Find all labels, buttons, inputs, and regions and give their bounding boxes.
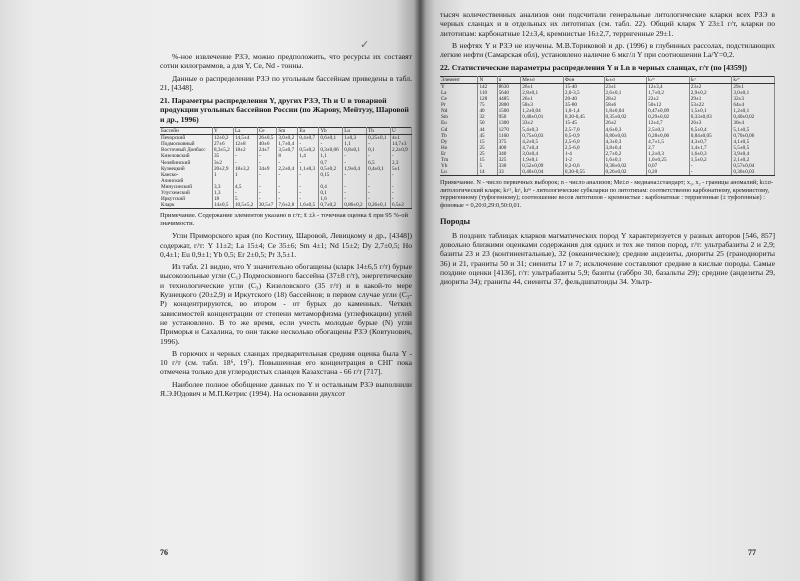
table-22-cell: 1,6±0,1 — [604, 157, 647, 163]
table-21-cell: 7,6±2,8 — [277, 202, 298, 209]
right-page-number: 77 — [748, 548, 756, 557]
table-22-cell: 26±3 — [689, 120, 732, 126]
table-21-cell: 18±3,2 — [233, 166, 257, 172]
table-21-row — [160, 135, 412, 142]
table-22-cell: 22±2 — [647, 96, 690, 102]
table-21-cell: 27±6 — [212, 141, 233, 147]
table-21-cell: - — [367, 196, 391, 202]
table-21-cell: - — [257, 172, 277, 178]
table-22-cell: 25 — [478, 151, 497, 157]
table-21-cell: - — [367, 153, 391, 159]
table-22-cell: 0,30-0,55 — [563, 169, 604, 176]
table-21-header-cell: Ce — [257, 128, 277, 135]
table-21-cell: - — [319, 141, 343, 147]
table-21-cell: 3,0±0,2 — [277, 135, 298, 142]
table-21-cell: - — [233, 190, 257, 196]
table-22-row — [440, 83, 775, 90]
table-22-cell: 2800 — [497, 102, 521, 108]
table-21-cell: 0,6±0,1 — [319, 135, 343, 142]
table-22-cell: Eu — [440, 120, 478, 126]
table-22-cell: 2,7±0,2 — [604, 151, 647, 157]
table-22-cell: 0,35±0,02 — [604, 114, 647, 120]
table-21-cell: - — [277, 160, 298, 166]
table-22-cell: 1,2±0,04 — [521, 108, 564, 114]
table-21-cell: Подмосковный — [160, 141, 212, 147]
table-22-cell: 28±2 — [604, 96, 647, 102]
table-22-cell: 44 — [478, 127, 497, 133]
table-22-cell: 45 — [478, 133, 497, 139]
table-22-cell: 25 — [478, 145, 497, 151]
table-21-cell: 3,3 — [212, 184, 233, 190]
table-22-cell: 8630 — [497, 83, 521, 90]
table-21-cell: 2,3 — [390, 160, 411, 166]
table-22-cell: 950 — [497, 114, 521, 120]
table-22-cell: 2,9±0,2 — [689, 90, 732, 96]
table-22-row — [440, 169, 775, 176]
table-22-cell: - — [689, 163, 732, 169]
table-22-cell: Dy — [440, 139, 478, 145]
table-22-cell: 15-40 — [563, 83, 604, 90]
table-22-note: Примечание. N - число первичных выборок; n - число анализов; Me±σ - медиана±стандарт; x₁, x₂ - границы аномалий; kₗ±σ- литологический кларк; kₗᶜᵃ, kₗˢ, kₗᵗᵉ - литологические субкларки по литотипам: соответственно карбонатному, кремнистому, терригенному (туфогенному); соотношение весов литотипов - кремнистые : карбонатные : терригенные (± туфогенные) : фоновые = 0,20:0,29:0,50:0,01. — [440, 179, 774, 210]
table-22-cell: 15-45 — [563, 120, 604, 126]
table-22-cell: 12±3,4 — [647, 83, 690, 90]
table-21-cell: 0,1 — [319, 190, 343, 196]
table-21-cell: 12±0,2 — [212, 135, 233, 142]
table-21-cell: - — [277, 184, 298, 190]
table-22-cell: Sm — [440, 114, 478, 120]
table-22-cell: Ce — [440, 96, 478, 102]
table-22-cell: 2,5-6,0 — [563, 139, 604, 145]
table-22-cell: 29±1 — [689, 96, 732, 102]
table-21-cell: 20±2,9 — [212, 166, 233, 172]
table-21-header-cell: Eu — [298, 128, 319, 135]
table-22-cell: 0,26±0,02 — [604, 169, 647, 176]
table-21-cell: 6,5±2 — [390, 202, 411, 209]
table-22-header-cell: kₗˢ — [689, 76, 732, 83]
table-22-cell: 400 — [497, 145, 521, 151]
table-21-cell: Канско- — [160, 172, 212, 178]
table-22-cell: 3,8±0,4 — [604, 145, 647, 151]
table-22-cell: 0,47±0,09 — [647, 108, 690, 114]
table-22-cell: Nd — [440, 108, 478, 114]
table-21-cell: 1,1 — [319, 153, 343, 159]
table-21-cell: - — [343, 184, 367, 190]
table-22-header-cell: Элемент — [440, 76, 478, 83]
table-21-cell: - — [343, 196, 367, 202]
table-21-cell: 0,3±0,06 — [319, 147, 343, 153]
table-21-cell: - — [277, 172, 298, 178]
table-22-header-cell: kₗᶜᵃ — [647, 76, 690, 83]
table-22-cell: 23±2 — [689, 83, 732, 90]
table-22-cell: 0,30±0,03 — [732, 169, 775, 176]
table-21-cell: 0,5±0,2 — [298, 147, 319, 153]
table-22-cell: 26±1 — [521, 83, 564, 90]
table-21-cell: Кизеловский — [160, 153, 212, 159]
table-22-cell: 1,7±0,2 — [647, 90, 690, 96]
table-21-cell: - — [277, 196, 298, 202]
table-22-cell: 0,38±0,02 — [604, 163, 647, 169]
table-22-cell: 2,0-3,5 — [563, 90, 604, 96]
table-21-cell: 12±8 — [233, 141, 257, 147]
table-22-cell: 3,0±0,4 — [521, 151, 564, 157]
table-22-cell: 0,30-0,45 — [563, 114, 604, 120]
table-21-cell: - — [257, 160, 277, 166]
table-21-cell: Челябинский — [160, 160, 212, 166]
table-22-cell: Yb — [440, 163, 478, 169]
table-21-cell: 14,7±3 — [390, 141, 411, 147]
table-21-cell: Иркутский — [160, 196, 212, 202]
table-21-cell: 0,8±0,1 — [343, 147, 367, 153]
table-22-cell: 0,28±0,06 — [647, 133, 690, 139]
table-21-cell: 30,5±7 — [257, 202, 277, 209]
table-22-cell: 5,4±0,3 — [521, 127, 564, 133]
table-21-cell: Минусинский — [160, 184, 212, 190]
table-22-cell: 4485 — [497, 96, 521, 102]
table-22-cell: 58±6 — [604, 102, 647, 108]
table-22-cell: - — [689, 169, 732, 176]
table-21-cell: 1±0,3 — [343, 135, 367, 142]
table-22-cell: 4,1±0,5 — [732, 139, 775, 145]
table-21-cell: 0,26±0,1 — [367, 202, 391, 209]
table-21-cell: 1,3 — [212, 190, 233, 196]
section-title: Породы — [440, 216, 471, 226]
table-21-cell: Ачинский — [160, 178, 212, 184]
table-22-header-cell: n — [497, 76, 521, 83]
table-21-header-cell: La — [233, 128, 257, 135]
table-21-cell: - — [298, 172, 319, 178]
left-paragraph: %-ное извлечение РЗЭ, можно предположить, что ресурсы их составят сотни килограммов, а для Y, Ce, Nd - тонны. — [160, 52, 412, 71]
table-22-cell: 53±22 — [689, 102, 732, 108]
table-21-cell: 0,1 — [367, 147, 391, 153]
table-22-cell: Tm — [440, 157, 478, 163]
table-21-cell: - — [390, 196, 411, 202]
table-21-header-cell: U — [390, 128, 411, 135]
table-22-cell: 23±1 — [604, 83, 647, 90]
table-22-cell: 142 — [478, 83, 497, 90]
table-22-cell: 0,5-0,9 — [563, 133, 604, 139]
table-22-cell: 2,7 — [647, 145, 690, 151]
table-21-cell: 2,2±0,4 — [277, 166, 298, 172]
table-22-cell: 1270 — [497, 127, 521, 133]
table-21-row — [160, 202, 412, 209]
table-22-cell: 12±4,7 — [647, 120, 690, 126]
table-21-cell: 8,3±5,2 — [212, 147, 233, 153]
table-22-header-cell: Фон — [563, 76, 604, 83]
table-22-caption: 22. Статистические параметры распределения Y и Ln в черных сланцах, г/т (по [4359]) — [440, 63, 747, 73]
table-22-header-cell: Me±σ — [521, 76, 564, 83]
table-21-header-cell: Th — [367, 128, 391, 135]
table-21-cell: 4±1 — [390, 135, 411, 142]
table-21-header-cell: Бассейн — [160, 128, 212, 135]
table-21-cell: Печорский — [160, 135, 212, 142]
table-21-cell: 8 — [277, 153, 298, 159]
table-22-cell: 1,4±1,7 — [689, 145, 732, 151]
table-21-cell: 26±0,5 — [257, 135, 277, 142]
table-22-cell: 0,29±0,02 — [647, 114, 690, 120]
table-22-cell: 0,52±0,09 — [521, 163, 564, 169]
table-22-cell: 5 — [478, 163, 497, 169]
table-22-cell: 3,9±0,4 — [732, 151, 775, 157]
table-22-cell: 0,40±0,01 — [521, 114, 564, 120]
table-21-cell: 0,4±0,7 — [298, 135, 319, 142]
table-21-cell: - — [298, 190, 319, 196]
table-22-cell: 1-2 — [563, 157, 604, 163]
table-22-cell: 5,1±0,5 — [732, 127, 775, 133]
table-22-cell: 325 — [497, 157, 521, 163]
table-22-cell: 330 — [497, 163, 521, 169]
table-22-cell: 0,84±0,05 — [689, 133, 732, 139]
table-21-cell: 4,5 — [233, 184, 257, 190]
left-paragraph: В горючих и черных сланцах предварительная средняя оценка была Y - 10 г/т (см. табл. 18⁶, 19⁷). Повышенная его концентрация в СНГ пока отмечена только для углеродистых сланцев Казахстана - 66 г/т [717]. — [160, 348, 412, 377]
table-21-cell: - — [298, 196, 319, 202]
table-21-cell: 18±2 — [233, 147, 257, 153]
table-21 — [160, 127, 412, 209]
table-22-header-cell: N — [478, 76, 497, 83]
table-21-cell: Восточный Донбасс — [160, 147, 212, 153]
table-21-cell: 1,9±0,4 — [343, 166, 367, 172]
table-22-cell: 15 — [478, 139, 497, 145]
table-21-cell: - — [298, 141, 319, 147]
table-21-cell: - — [367, 184, 391, 190]
table-22-cell: 1,5±0,2 — [689, 157, 732, 163]
table-21-body — [160, 135, 412, 209]
table-22-cell: 1300 — [497, 120, 521, 126]
left-paragraph: Наиболее полное обобщение данных по Y и остальным РЗЭ выполнили Я.Э.Юдович и М.П.Кетрис (1994). На основании двухсот — [160, 379, 412, 399]
table-21-header-cell: Y — [212, 128, 233, 135]
table-21-cell: 0,15 — [319, 172, 343, 178]
table-21-cell: Кузнецкий — [160, 166, 212, 172]
table-22-cell: 32±3 — [732, 96, 775, 102]
table-22-cell: 50 — [478, 120, 497, 126]
right-text-column — [440, 10, 775, 289]
table-21-cell: 0,25±0,1 — [367, 135, 391, 142]
table-22-cell: 4,3±0,3 — [604, 139, 647, 145]
table-22-cell: 6,5±0,4 — [689, 127, 732, 133]
table-22-cell: 0,20 — [647, 169, 690, 176]
table-21-cell: - — [257, 196, 277, 202]
table-21-caption: 21. Параметры распределения Y, других РЗЭ, Th и U в товарной продукции угольных бассейнов России (по Жарову, Мейтузу, Шаровой и др., 1996) — [160, 96, 409, 124]
table-21-cell: - — [298, 184, 319, 190]
table-22-cell: 0,33±0,03 — [689, 114, 732, 120]
table-21-cell: - — [257, 190, 277, 196]
table-22-cell: 30±4 — [732, 120, 775, 126]
table-21-cell: 1,7±0,4 — [277, 141, 298, 147]
right-paragraph: тысяч количественных анализов они подсчитали генеральные литологические кларки всех РЗЭ в черных сланцах и в отдельных их литотипах (см. табл. 22). Общий кларк Y 23±1 г/т, кларки по литотипам: карбонатные 12±3,4, кремнистые 16±2,7, терригенные 29±1. — [440, 10, 775, 38]
table-22-cell: Gd — [440, 127, 478, 133]
table-21-cell: - — [343, 190, 367, 196]
table-22-cell: Y — [440, 83, 478, 90]
table-22-cell: 32 — [478, 114, 497, 120]
table-21-cell: 1,4 — [298, 153, 319, 159]
table-21-cell: 24±7 — [257, 147, 277, 153]
table-22-cell: 0,75±0,03 — [521, 133, 564, 139]
table-21-cell: - — [257, 153, 277, 159]
left-paragraph: Угли Приморского края (по Костину, Шаровой, Левицкому и др., [4348]) содержат, г/т: Y 11±2; La 15±4; Ce 35±6; Sm 4±1; Nd 15±2; Dy 2,7±0,5; Ho 0,4±1; Eu 0,9±1; Yb 0,5; Er 2±0,5; Pr 3,5±1. — [160, 231, 412, 259]
table-21-cell: 14±0,5 — [212, 202, 233, 209]
table-21-cell: - — [367, 141, 391, 147]
table-22-cell: 0,07 — [647, 163, 690, 169]
table-21-cell: - — [233, 153, 257, 159]
table-22-body — [440, 83, 775, 175]
table-22-cell: 3,0±0,1 — [732, 90, 775, 96]
table-21-cell: 0,5±0,2 — [319, 166, 343, 172]
table-22-header-cell: kₗ±σ — [604, 76, 647, 83]
table-22-cell: Tb — [440, 133, 478, 139]
table-21-note: Примечание. Содержание элементов указано в г/т; x̄ ±λ - точечная оценка x̄ при 95 %-ой значимости. — [160, 212, 409, 228]
table-21-cell: - — [367, 190, 391, 196]
table-21-header-cell: Yb — [319, 128, 343, 135]
table-21-cell: - — [343, 172, 367, 178]
table-22-cell: La — [440, 90, 478, 96]
table-21-cell: 3,5±0,7 — [277, 147, 298, 153]
book-gutter — [414, 0, 426, 581]
table-22-cell: 2,8±0,1 — [521, 90, 564, 96]
right-paragraph: В поздних таблицах кларков магматических пород Y характеризуется у разных авторов [546, 857] довольно близкими оценками содержания для одних и тех же типов пород, г/т: ультрабазиты 2 и 2,9; базиты 23 и 23 (континентальные), 32 (океанические); средние андезиты, диориты 25 (гранодиориты 36) и 21, граниты 50 и 31; сиениты 17 и 7; исключение составляют средние в кислые породы. Самые поздние оценки [4136], г/т: ультрабазиты 5,9; базиты (габбро 30, базальты 29); средние (андезиты 29, диориты 34); граниты 44, сиениты 37, фельдшпатоиды 34. Ультр- — [440, 230, 775, 287]
table-22-cell: 1,0±0,25 — [647, 157, 690, 163]
table-21-cell: 18 — [212, 196, 233, 202]
table-21-cell: 1 — [212, 172, 233, 178]
table-22-cell: Lu — [440, 169, 478, 176]
table-21-cell: - — [233, 160, 257, 166]
table-21-header-cell: Lu — [343, 128, 367, 135]
table-21-cell: Кларк — [160, 202, 212, 209]
table-21-cell: 6,5 — [367, 160, 391, 166]
table-22-cell: 64±4 — [732, 102, 775, 108]
table-22-cell: 4,7±0,4 — [521, 145, 564, 151]
table-22-header-row — [440, 76, 775, 83]
table-21-cell: - — [257, 184, 277, 190]
left-paragraph: Из табл. 21 видно, что Y значительно обогащены (кларк 14±6,5 г/т) бурые высокозольные угли (C₁) Подмосковного бассейна (37±8 г/т), энергетические и технологические угли (C₃) Кизеловского (35 г/т) и в какой-то мере Кузнецкого (20±2,9) и Иркутского (18) бассейнов; в первом случае угли (C₃-P) концентрируются, во втором - от бурых до каменных. Четких зависимостей концентрации от степени метаморфизма (углефикации) углей не установлено. В то же время, если учесть молодые бурые (N) угли Приморья и Сахалина, то они также несколько обогащены РЗЭ (Ковтунович, 1996). — [160, 262, 412, 346]
table-22-cell: 1,9±0,1 — [521, 157, 564, 163]
table-22-cell: 5640 — [497, 90, 521, 96]
table-21-cell: 1,1 — [343, 141, 367, 147]
table-22-cell: 1500 — [497, 108, 521, 114]
table-22-cell: 0,2-0,6 — [563, 163, 604, 169]
table-22-cell: 26±2 — [604, 120, 647, 126]
table-21-cell: 0,86±0,2 — [343, 202, 367, 209]
left-paragraph: Данные о распределении РЗЭ по угольным бассейнам приведены в табл. 21, [4348]. — [160, 73, 412, 92]
table-21-cell: Улугхемский — [160, 190, 212, 196]
table-22-cell: 1,0-1,4 — [563, 108, 604, 114]
table-22-cell: 5,5±0,5 — [732, 145, 775, 151]
table-22-cell: Pr — [440, 102, 478, 108]
table-21-cell: 1,1±0,3 — [298, 166, 319, 172]
table-22-cell: 4,7±1,5 — [647, 139, 690, 145]
table-22-cell: 20-40 — [563, 96, 604, 102]
table-21-cell: - — [277, 190, 298, 196]
table-21-cell: - — [298, 160, 319, 166]
table-21-cell: 2,2±0,9 — [390, 147, 411, 153]
pencil-mark-icon: ✓ — [360, 39, 370, 51]
table-21-cell: 0,7 — [319, 160, 343, 166]
table-22-cell: 340 — [497, 151, 521, 157]
table-22-cell: 1,8±0,04 — [604, 108, 647, 114]
table-22-cell: 1160 — [497, 133, 521, 139]
table-21-cell: - — [343, 153, 367, 159]
table-21-cell: 14,5±4 — [233, 135, 257, 142]
left-page-number: 76 — [160, 548, 168, 557]
table-21-cell: 1 — [233, 172, 257, 178]
table-22-cell: 1-4 — [563, 151, 604, 157]
table-22-cell: 26±1 — [521, 96, 564, 102]
table-22-cell: 29±1 — [732, 83, 775, 90]
left-text-column — [160, 52, 412, 401]
table-22-cell: 2,6±0,1 — [604, 90, 647, 96]
table-22-cell: Ho — [440, 145, 478, 151]
table-21-cell: 1,6±0,5 — [298, 202, 319, 209]
table-21-header-cell: Sm — [277, 128, 298, 135]
table-21-cell: 35 — [212, 153, 233, 159]
table-21-cell: - — [343, 160, 367, 166]
table-21-cell: 10,5±5,2 — [233, 202, 257, 209]
table-21-cell: 5 — [233, 196, 257, 202]
table-22-cell: 40 — [478, 108, 497, 114]
table-22-cell: 128 — [478, 96, 497, 102]
table-22-cell: Er — [440, 151, 478, 157]
table-22-cell: 1,2±0,1 — [732, 108, 775, 114]
table-21-header-row — [160, 128, 412, 135]
table-22-cell: 14 — [478, 169, 497, 176]
table-22-cell: 4,2±0,5 — [521, 139, 564, 145]
table-22-cell: 15 — [478, 157, 497, 163]
table-22 — [440, 76, 775, 177]
table-21-cell: 40±6 — [257, 141, 277, 147]
table-22-cell: 1,2±0,3 — [647, 151, 690, 157]
table-22-cell: 35-80 — [563, 102, 604, 108]
table-22-cell: 1,6±0,3 — [689, 151, 732, 157]
table-22-cell: 75 — [478, 102, 497, 108]
table-21-cell: 5±1 — [390, 166, 411, 172]
table-22-cell: 0,80±0,03 — [604, 133, 647, 139]
right-paragraph: В нефтях Y и РЗЭ не изучены. М.В.Ториковой и др. (1996) в глубинных рассолах, подстилающих легкие нефти (Самарская обл), установлено наличие 6 мкг/л Y при соотношении La/Y=0,2. — [440, 40, 775, 60]
table-21-cell: 1,6 — [319, 196, 343, 202]
table-22-cell: 0,70±0,06 — [732, 133, 775, 139]
table-21-cell: 0,7±0,2 — [319, 202, 343, 209]
table-22-cell: 4,6±0,3 — [604, 127, 647, 133]
table-22-cell: 2,1±0,2 — [732, 157, 775, 163]
table-21-cell: - — [367, 172, 391, 178]
table-21-cell: 0,4 — [319, 184, 343, 190]
table-22-cell: 2,5-7,0 — [563, 127, 604, 133]
table-22-header-cell: kₗᵗᵉ — [732, 76, 775, 83]
table-22-cell: 110 — [478, 90, 497, 96]
table-21-cell: - — [390, 184, 411, 190]
table-22-cell: 33 — [497, 169, 521, 176]
table-21-cell: - — [390, 190, 411, 196]
table-22-cell: 33±2 — [521, 120, 564, 126]
table-22-cell: 4,3±0,7 — [689, 139, 732, 145]
table-22-cell: 375 — [497, 139, 521, 145]
table-22-cell: 0,57±0,04 — [732, 163, 775, 169]
table-22-cell: 0,40±0,04 — [521, 169, 564, 176]
table-22-cell: 1,5±0,1 — [689, 108, 732, 114]
table-21-cell: - — [390, 153, 411, 159]
table-22-cell: 58±3 — [521, 102, 564, 108]
table-21-cell: 3±2 — [212, 160, 233, 166]
table-21-cell: 0,4±0,1 — [367, 166, 391, 172]
table-22-cell: 50±12 — [647, 102, 690, 108]
table-22-cell: 0,40±0,02 — [732, 114, 775, 120]
table-21-cell: 34±9 — [257, 166, 277, 172]
table-22-cell: 2,5-6,0 — [563, 145, 604, 151]
table-22-cell: 2,5±0,3 — [647, 127, 690, 133]
table-21-cell: - — [390, 172, 411, 178]
table-21-row — [160, 147, 412, 153]
